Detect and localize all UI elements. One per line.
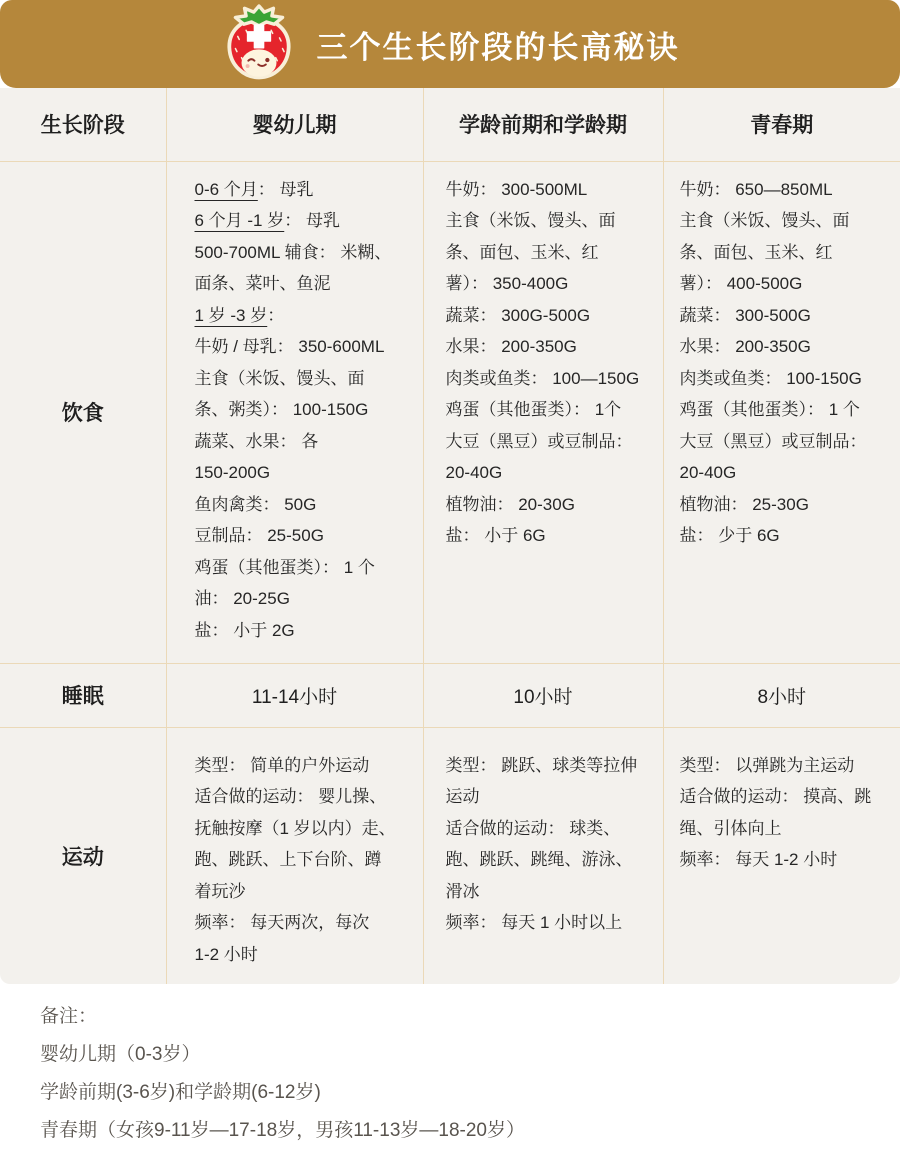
- cell-line: 20-40G: [679, 463, 737, 482]
- cell-line: 学龄前期(3-6岁)和学龄期(6-12岁): [40, 1082, 321, 1103]
- sleep-school-cell: 10小时: [423, 663, 663, 727]
- row-label-diet: 饮食: [0, 161, 166, 663]
- diet-infant-cell: [166, 161, 423, 663]
- row-label-exercise: 运动: [0, 727, 166, 984]
- notes-title: 备注：: [40, 1006, 98, 1027]
- col-header-puberty: 青春期: [663, 88, 900, 161]
- cell-line: 植物油： 20-30G: [445, 494, 575, 514]
- cell-line: 青春期（女孩9-11岁—17-18岁，男孩11-13岁—18-20岁）: [40, 1120, 525, 1141]
- exercise-puberty-cell: [663, 727, 900, 984]
- cell-line: 条、面包、玉米、红: [445, 242, 599, 262]
- cell-line: 盐： 小于 6G: [445, 526, 546, 545]
- cell-line: 薯）： 350-400G: [445, 274, 569, 293]
- notes-list: [40, 1036, 880, 1150]
- cell-line: 类型： 跳跃、球类等拉伸: [445, 755, 638, 775]
- cell-line: 豆制品： 25-50G: [194, 526, 324, 545]
- row-label-sleep: 睡眠: [0, 663, 166, 727]
- cell-line: 主食（米饭、馒头、面: [445, 211, 616, 230]
- underlined-text: 0-6 个月: [194, 179, 258, 199]
- cell-line: 主食（米饭、馒头、面: [194, 368, 365, 388]
- cell-line: 条、粥类）： 100-150G: [194, 400, 369, 419]
- cell-line: 频率： 每天 1-2 小时: [679, 850, 838, 869]
- cell-line: 大豆（黑豆）或豆制品：: [679, 431, 867, 451]
- table-row-sleep: [0, 663, 900, 727]
- cell-line: 着玩沙: [194, 881, 246, 901]
- cell-line: 肉类或鱼类： 100—150G: [445, 368, 640, 388]
- cell-line: 条、面包、玉米、红: [679, 242, 833, 262]
- exercise-school-cell: [423, 727, 663, 984]
- cell-line: 滑冰: [445, 881, 480, 901]
- cell-line: 500-700ML 辅食： 米糊、: [194, 242, 392, 262]
- cell-line: 20-40G: [445, 463, 503, 482]
- cell-line: 1 岁 -3 岁：: [194, 305, 285, 325]
- cell-line: 鸡蛋（其他蛋类）： 1 个: [679, 400, 860, 419]
- cell-line: 频率： 每天两次，每次: [194, 913, 370, 932]
- cell-line: 频率： 每天 1 小时以上: [445, 913, 623, 932]
- cell-line: 薯）： 400-500G: [679, 274, 803, 293]
- cell-line: 1-2 小时: [194, 944, 258, 964]
- col-header-infant: 婴幼儿期: [166, 88, 423, 161]
- cell-line: 水果： 200-350G: [679, 337, 811, 356]
- cell-line: 150-200G: [194, 463, 271, 482]
- cell-line: 鸡蛋（其他蛋类）： 1个: [445, 400, 622, 419]
- cell-line: 适合做的运动： 婴儿操、: [194, 787, 387, 806]
- cell-line: 牛奶： 650—850ML: [679, 179, 833, 199]
- underlined-text: 1 岁 -3 岁: [194, 305, 268, 325]
- cell-line: 适合做的运动： 摸高、跳: [679, 787, 872, 806]
- notes-section: [0, 984, 900, 1150]
- cell-line: 跑、跳跃、跳绳、游泳、: [445, 850, 633, 869]
- cell-line: 蔬菜： 300G-500G: [445, 305, 591, 325]
- page-title: 三个生长阶段的长高秘诀: [316, 29, 680, 65]
- cell-line: 0-6 个月： 母乳: [194, 179, 314, 199]
- cell-line: 面条、菜叶、鱼泥: [194, 274, 331, 293]
- diet-school-cell: [423, 161, 663, 663]
- cell-line: 6 个月 -1 岁： 母乳: [194, 211, 340, 230]
- cell-line: 主食（米饭、馒头、面: [679, 211, 850, 230]
- cell-line: 鱼肉禽类： 50G: [194, 494, 317, 514]
- title-banner: [0, 0, 900, 88]
- cell-line: 肉类或鱼类： 100-150G: [679, 368, 862, 388]
- cell-line: 蔬菜、水果： 各: [194, 431, 319, 451]
- sleep-puberty-cell: 8小时: [663, 663, 900, 727]
- cell-line: 牛奶： 300-500ML: [445, 179, 588, 199]
- table-row-exercise: [0, 727, 900, 984]
- diet-puberty-cell: [663, 161, 900, 663]
- cell-line: 植物油： 25-30G: [679, 494, 809, 514]
- cell-line: 盐： 少于 6G: [679, 526, 780, 545]
- table-header-row: [0, 88, 900, 161]
- strawberry-mascot-icon: [221, 4, 297, 84]
- cell-line: 类型： 简单的户外运动: [194, 755, 370, 775]
- cell-line: 跑、跳跃、上下台阶、蹲: [194, 850, 382, 869]
- cell-line: 抚触按摩（1 岁以内）走、: [194, 818, 396, 838]
- cell-line: 盐： 小于 2G: [194, 620, 295, 640]
- col-header-school: 学龄前期和学龄期: [423, 88, 663, 161]
- exercise-infant-cell: [166, 727, 423, 984]
- sleep-infant-cell: 11-14小时: [166, 663, 423, 727]
- growth-table-area: [0, 88, 900, 984]
- table-row-diet: [0, 161, 900, 663]
- growth-table: [0, 88, 900, 984]
- cell-line: 绳、引体向上: [679, 818, 782, 838]
- cell-line: 婴幼儿期（0-3岁）: [40, 1044, 201, 1065]
- cell-line: 油： 20-25G: [194, 589, 290, 608]
- col-header-stage: 生长阶段: [0, 88, 166, 161]
- cell-line: 适合做的运动： 球类、: [445, 818, 621, 838]
- cell-line: 运动: [445, 787, 480, 806]
- cell-line: 大豆（黑豆）或豆制品：: [445, 431, 633, 451]
- cell-line: 类型： 以弹跳为主运动: [679, 755, 855, 775]
- cell-line: 蔬菜： 300-500G: [679, 305, 811, 325]
- cell-line: 水果： 200-350G: [445, 337, 577, 356]
- underlined-text: 6 个月 -1 岁: [194, 211, 285, 230]
- cell-line: 鸡蛋（其他蛋类）： 1 个: [194, 557, 375, 577]
- cell-line: 牛奶 / 母乳： 350-600ML: [194, 337, 385, 356]
